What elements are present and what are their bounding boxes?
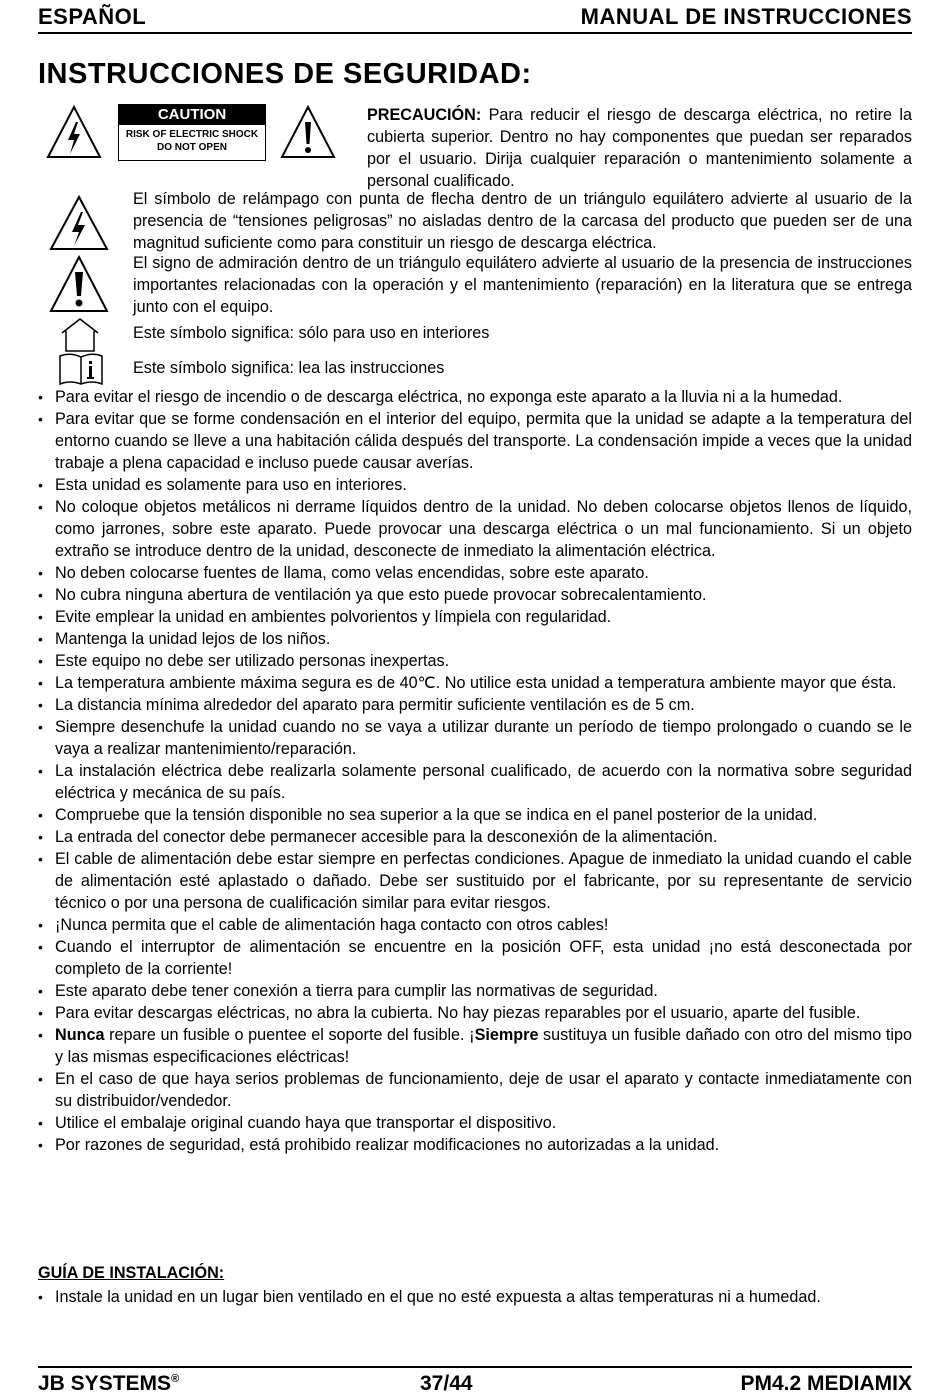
list-item: • Por razones de seguridad, está prohibido realizar modificaciones no autorizadas a la unidad. bbox=[38, 1134, 912, 1156]
precaucion-label: PRECAUCIÓN: bbox=[367, 106, 482, 124]
installation-guide-list bbox=[38, 1286, 912, 1308]
list-item: • Compruebe que la tensión disponible no sea superior a la que se indica en el panel posterior de la unidad. bbox=[38, 804, 912, 826]
indoor-house-icon bbox=[60, 317, 100, 353]
fuse-text-1: repare un fusible o puentee el soporte del fusible. ¡ bbox=[104, 1026, 475, 1044]
indoor-symbol-text: Este símbolo significa: sólo para uso en interiores bbox=[133, 324, 490, 342]
page-header bbox=[38, 2, 912, 34]
list-item: • Cuando el interruptor de alimentación se encuentre en la posición OFF, esta unidad ¡no está desconectada por completo de la corriente! bbox=[38, 936, 912, 980]
list-item: • En el caso de que haya serios problemas de funcionamiento, deje de usar el aparato y contacte inmediatamente con su distribuidor/vendedor. bbox=[38, 1068, 912, 1112]
page-number: 37/44 bbox=[420, 1372, 473, 1395]
page-title: INSTRUCCIONES DE SEGURIDAD: bbox=[38, 58, 532, 90]
fuse-text-2: sustituya un fusible dañado con otro del mismo tipo y las mismas especificaciones eléctricas! bbox=[55, 1026, 912, 1066]
list-item: • La distancia mínima alrededor del aparato para permitir suficiente ventilación es de 5 cm. bbox=[38, 694, 912, 716]
list-item: • Este aparato debe tener conexión a tierra para cumplir las normativas de seguridad. bbox=[38, 980, 912, 1002]
lightning-triangle-icon bbox=[48, 194, 110, 252]
list-item: • La instalación eléctrica debe realizarla solamente personal cualificado, de acuerdo con la normativa sobre seguridad eléctrica y mecánica de su país. bbox=[38, 760, 912, 804]
footer-brand bbox=[38, 1372, 179, 1396]
list-item: • No cubra ninguna abertura de ventilación ya que esto puede provocar sobrecalentamiento. bbox=[38, 584, 912, 606]
list-item: • Esta unidad es solamente para uso en interiores. bbox=[38, 474, 912, 496]
footer-model: PM4.2 MEDIAMIX bbox=[740, 1372, 912, 1395]
precaucion-text: Para reducir el riesgo de descarga eléctrica, no retire la cubierta superior. Dentro no hay componentes que puedan ser reparados por el usuario. Dirija cualquier reparación o mantenimiento solamente a personal cualificado. bbox=[367, 106, 912, 190]
list-item: • Este equipo no debe ser utilizado personas inexpertas. bbox=[38, 650, 912, 672]
list-item: • Siempre desenchufe la unidad cuando no se vaya a utilizar durante un período de tiempo prolongado o cuando se le vaya a realizar mantenimiento/reparación. bbox=[38, 716, 912, 760]
caution-line-1: RISK OF ELECTRIC SHOCK bbox=[125, 129, 259, 140]
lightning-symbol-text: El símbolo de relámpago con punta de flecha dentro de un triángulo equilátero advierte al usuario de la presencia de “tensiones peligrosas” no aisladas dentro de la carcasa del producto que pueden ser de una magnitud suficiente como para constituir un riesgo de descarga eléctrica. bbox=[133, 190, 912, 252]
header-manual-title: MANUAL DE INSTRUCCIONES bbox=[580, 4, 912, 29]
lightning-triangle-icon bbox=[46, 104, 102, 160]
exclamation-symbol-text: El signo de admiración dentro de un triángulo equilátero advierte al usuario de la presencia de instrucciones importantes relacionadas con la operación y el mantenimiento (reparación) en la literatura que se entrega junto con el equipo. bbox=[133, 254, 912, 316]
brand-name: JB SYSTEMS bbox=[38, 1372, 172, 1395]
list-item: • No coloque objetos metálicos ni derrame líquidos dentro de la unidad. No deben colocarse objetos llenos de líquido, como jarrones, sobre este aparato. Puede provocar una descarga eléctrica o un mal funcionamiento. Si un objeto extraño se introduce dentro de la unidad, desconecte de inmediato la alimentación eléctrica. bbox=[38, 496, 912, 562]
header-language: ESPAÑOL bbox=[38, 4, 147, 29]
registered-mark: ® bbox=[171, 1373, 180, 1385]
list-item: • No deben colocarse fuentes de llama, como velas encendidas, sobre este aparato. bbox=[38, 562, 912, 584]
caution-line-2: DO NOT OPEN bbox=[156, 142, 227, 153]
nunca-bold: Nunca bbox=[55, 1026, 105, 1044]
installation-guide-title: GUÍA DE INSTALACIÓN: bbox=[38, 1264, 225, 1282]
list-item: • ¡Nunca permita que el cable de alimentación haga contacto con otros cables! bbox=[38, 914, 912, 936]
caution-title: CAUTION bbox=[119, 105, 265, 125]
list-item: • Para evitar descargas eléctricas, no abra la cubierta. No hay piezas reparables por el usuario, aparte del fusible. bbox=[38, 1002, 912, 1024]
list-item: • Evite emplear la unidad en ambientes polvorientos y límpiela con regularidad. bbox=[38, 606, 912, 628]
read-instructions-book-icon bbox=[58, 352, 104, 386]
list-item: • Para evitar el riesgo de incendio o de descarga eléctrica, no exponga este aparato a la lluvia ni a la humedad. bbox=[38, 386, 912, 408]
page-footer bbox=[38, 1366, 912, 1398]
list-item: • El cable de alimentación debe estar siempre en perfectas condiciones. Apague de inmediato la unidad cuando el cable de alimentación esté aplastado o dañado. Debe ser sustituido por el fabricante, por su representante de servicio técnico o por una persona de cualificación similar para evitar riesgos. bbox=[38, 848, 912, 914]
exclamation-triangle-icon bbox=[280, 104, 336, 160]
siempre-bold: Siempre bbox=[474, 1026, 539, 1044]
list-item: • Instale la unidad en un lugar bien ventilado en el que no esté expuesta a altas temperaturas ni a humedad. bbox=[38, 1286, 912, 1308]
list-item: • Para evitar que se forme condensación en el interior del equipo, permita que la unidad se adapte a la temperatura del entorno cuando se lleve a una habitación cálida después del transporte. La condensación impide a veces que la unidad trabaje a plena capacidad e incluso puede causar averías. bbox=[38, 408, 912, 474]
safety-rules-list bbox=[38, 386, 912, 1156]
exclamation-triangle-icon bbox=[48, 254, 110, 314]
list-item: • La temperatura ambiente máxima segura es de 40℃. No utilice esta unidad a temperatura ambiente mayor que ésta. bbox=[38, 672, 912, 694]
precaucion-paragraph bbox=[367, 104, 912, 192]
list-item: • La entrada del conector debe permanecer accesible para la desconexión de la alimentación. bbox=[38, 826, 912, 848]
list-item: • Utilice el embalaje original cuando haya que transportar el dispositivo. bbox=[38, 1112, 912, 1134]
read-symbol-text: Este símbolo significa: lea las instrucciones bbox=[133, 359, 445, 377]
caution-label bbox=[118, 104, 266, 161]
list-item-fuse bbox=[38, 1024, 912, 1068]
list-item: • Mantenga la unidad lejos de los niños. bbox=[38, 628, 912, 650]
